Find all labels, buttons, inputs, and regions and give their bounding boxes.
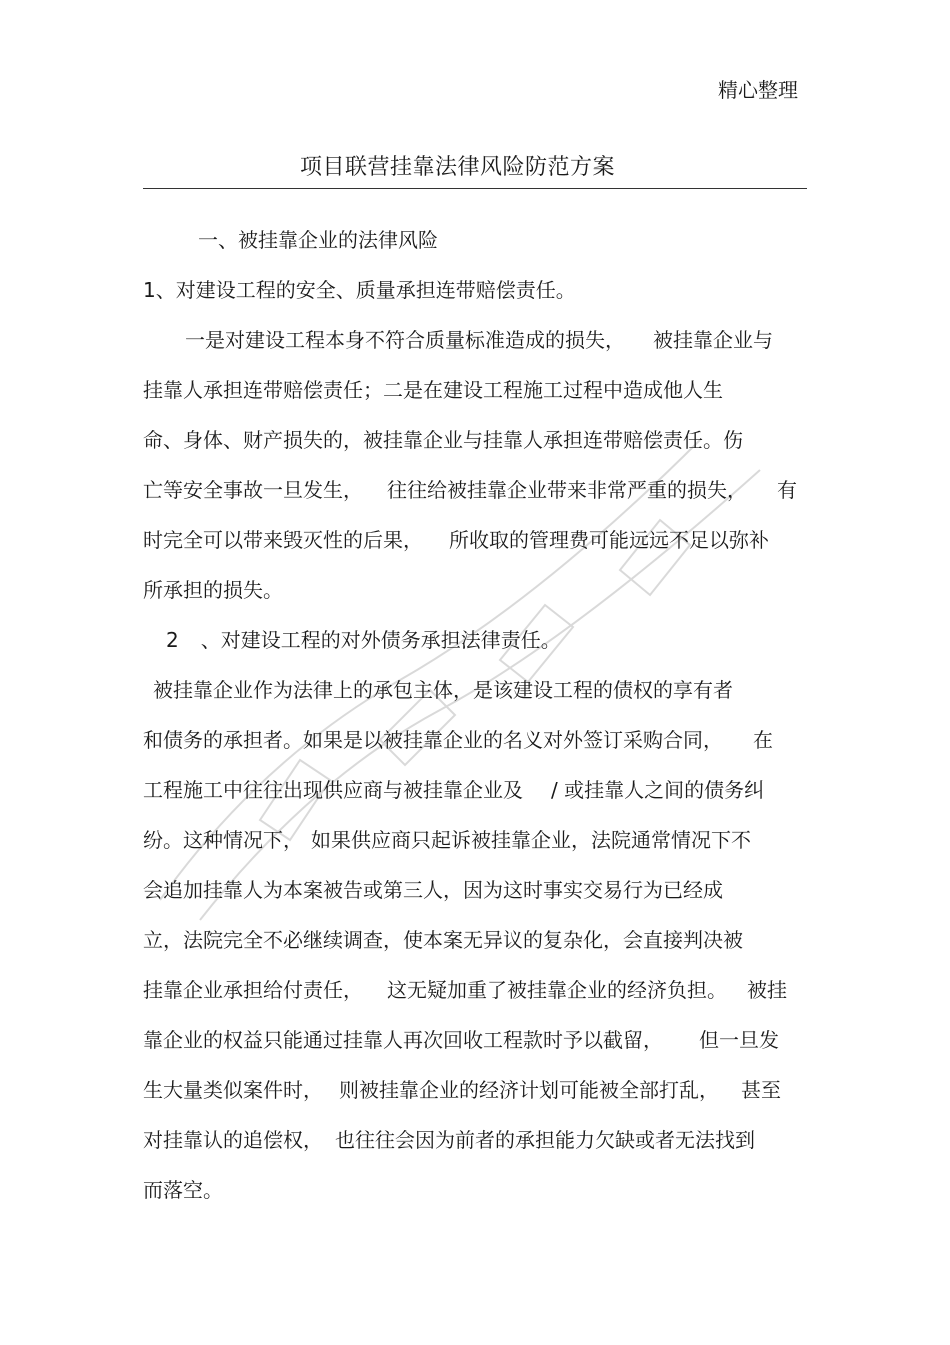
paragraph-line: 挂靠人承担连带赔偿责任；二是在建设工程施工过程中造成他人生: [143, 378, 723, 402]
document-title: 项目联营挂靠法律风险防范方案: [300, 155, 616, 180]
text-segment: 有: [777, 478, 797, 502]
text-segment: 和债务的承担者。如果是以被挂靠企业的名义对外签订采购合同，: [143, 728, 723, 752]
text-segment: 亡等安全事故一旦发生，: [143, 478, 363, 502]
paragraph-line: [143, 776, 764, 804]
paragraph-line: 立，法院完全不必继续调查，使本案无异议的复杂化，会直接判决被: [143, 928, 743, 952]
text-segment: 一是对建设工程本身不符合质量标准造成的损失，: [185, 328, 625, 352]
section-heading: 一、被挂靠企业的法律风险: [198, 228, 438, 252]
watermark-stamp: [140, 380, 820, 940]
text-segment: 如果供应商只起诉被挂靠企业，法院通常情况下不: [311, 828, 751, 852]
text-segment: 工程施工中往往出现供应商与被挂靠企业及: [143, 778, 523, 802]
paragraph-line: [143, 476, 797, 504]
text-segment: 所收取的管理费可能远远不足以弥补: [449, 528, 769, 552]
paragraph-line: [143, 1026, 779, 1054]
text-segment: 这无疑加重了被挂靠企业的经济负担。: [387, 978, 727, 1002]
text-segment: 则被挂靠企业的经济计划可能被全部打乱，: [339, 1078, 719, 1102]
paragraph-line: 而落空。: [143, 1178, 223, 1202]
section-heading: [166, 626, 561, 654]
text-segment: 往往给被挂靠企业带来非常严重的损失，: [387, 478, 747, 502]
paragraph-line: 1、对建设工程的安全、质量承担连带赔偿责任。: [143, 278, 576, 302]
paragraph-line: [143, 526, 769, 554]
text-segment: 生大量类似案件时，: [143, 1078, 323, 1102]
text-segment: 在: [753, 728, 773, 752]
text-segment: 但一旦发: [699, 1028, 779, 1052]
text-segment: 被挂靠企业与: [653, 328, 773, 352]
text-segment: 纷。这种情况下，: [143, 828, 303, 852]
text-segment: 时完全可以带来毁灭性的后果，: [143, 528, 423, 552]
paragraph-line: 所承担的损失。: [143, 578, 283, 602]
text-segment: / 或挂靠人之间的债务纠: [551, 778, 765, 802]
paragraph-line: [143, 1076, 781, 1104]
paragraph-line: [143, 826, 751, 854]
paragraph-line: [143, 1126, 755, 1154]
text-segment: 靠企业的权益只能通过挂靠人再次回收工程款时予以截留，: [143, 1028, 663, 1052]
title-divider: [143, 188, 807, 189]
text-segment: 对挂靠认的追偿权，: [143, 1128, 323, 1152]
text-segment: 挂靠企业承担给付责任，: [143, 978, 363, 1002]
header-note: 精心整理: [718, 78, 798, 102]
paragraph-line: 被挂靠企业作为法律上的承包主体，是该建设工程的债权的享有者: [153, 678, 733, 702]
text-segment: 被挂: [747, 978, 787, 1002]
paragraph-line: [143, 726, 773, 754]
paragraph-line: [143, 976, 787, 1004]
text-segment: 2: [166, 628, 179, 652]
text-segment: 、对建设工程的对外债务承担法律责任。: [200, 628, 561, 652]
paragraph-line: 会追加挂靠人为本案被告或第三人，因为这时事实交易行为已经成: [143, 878, 723, 902]
paragraph-line: 命、身体、财产损失的，被挂靠企业与挂靠人承担连带赔偿责任。伤: [143, 428, 743, 452]
text-segment: 也往往会因为前者的承担能力欠缺或者无法找到: [335, 1128, 755, 1152]
paragraph-line: [185, 326, 773, 354]
text-segment: 甚至: [741, 1078, 781, 1102]
